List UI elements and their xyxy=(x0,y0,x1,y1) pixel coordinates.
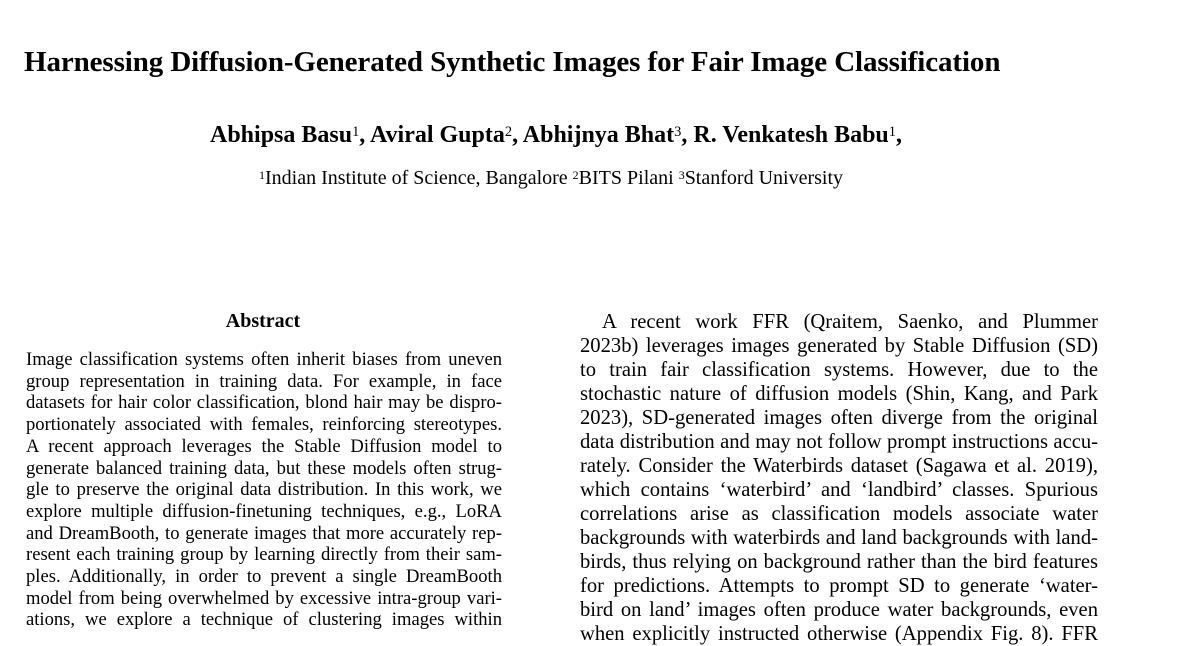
intro-line: correlations arise as classification models associate water xyxy=(580,503,1098,525)
intro-line: bird on land’ images often produce water backgrounds, even xyxy=(580,599,1098,621)
intro-line: to train fair classification systems. However, due to the xyxy=(580,359,1098,381)
abstract-line: datasets for hair color classification, blond hair may be dispro- xyxy=(26,392,502,414)
author: Abhijnya Bhat$^3$, xyxy=(522,122,694,148)
intro-line: data distribution and may not follow prompt instructions accu- xyxy=(580,431,1098,453)
abstract-line: ations, we explore a technique of clustering images within xyxy=(26,609,502,631)
introduction-body xyxy=(580,310,1098,646)
intro-line: 2023b) leverages images generated by Stable Diffusion (SD) xyxy=(580,335,1098,357)
author: R. Venkatesh Babu$^1$, xyxy=(693,122,902,148)
author: Aviral Gupta$^2$, xyxy=(369,122,523,148)
abstract-line: resent each training group by learning directly from their sam- xyxy=(26,544,502,566)
author-list xyxy=(0,122,1112,149)
abstract-line: Image classification systems often inherit biases from uneven xyxy=(26,349,502,370)
intro-line: 2023), SD-generated images often diverge from the original xyxy=(580,407,1098,429)
affiliation: $^1$Indian Institute of Science, Bangalore xyxy=(258,167,573,189)
affiliation: $^3$Stanford University xyxy=(678,167,843,189)
abstract-line: ples. Additionally, in order to prevent a single DreamBooth xyxy=(26,566,502,588)
abstract-heading: Abstract xyxy=(225,310,301,332)
abstract-line: A recent approach leverages the Stable Diffusion model to xyxy=(26,435,502,457)
intro-line: backgrounds with waterbirds and land backgrounds with land- xyxy=(580,527,1098,549)
affiliation-list xyxy=(0,167,1102,190)
paper-title: Harnessing Diffusion-Generated Synthetic Images for Fair Image Classification xyxy=(24,46,1001,78)
abstract-body xyxy=(26,349,502,631)
intro-line: when explicitly instructed otherwise (Appendix Fig. 8). FFR xyxy=(580,623,1098,645)
abstract-line: explore multiple diffusion-finetuning techniques, e.g., LoRA xyxy=(26,500,502,522)
abstract-line: generate balanced training data, but these models often strug- xyxy=(26,457,502,479)
author: Abhipsa Basu$^1$, xyxy=(210,122,370,148)
abstract-line: gle to preserve the original data distribution. In this work, we xyxy=(26,479,502,501)
intro-line: A recent work FFR (Qraitem, Saenko, and Plummer xyxy=(602,311,1098,333)
intro-line: for predictions. Attempts to prompt SD to generate ‘water- xyxy=(580,575,1098,597)
intro-line: rately. Consider the Waterbirds dataset (Sagawa et al. 2019), xyxy=(580,455,1098,477)
abstract-line: and DreamBooth, to generate images that more accurately rep- xyxy=(26,522,502,544)
abstract-line: group representation in training data. For example, in face xyxy=(26,370,502,392)
abstract-line: model from being overwhelmed by excessive intra-group vari- xyxy=(26,587,502,609)
intro-line: stochastic nature of diffusion models (Shin, Kang, and Park xyxy=(580,383,1098,405)
intro-line: which contains ‘waterbird’ and ‘landbird’ classes. Spurious xyxy=(580,479,1098,501)
abstract-line: portionately associated with females, reinforcing stereotypes. xyxy=(26,414,502,436)
affiliation: $^2$BITS Pilani xyxy=(572,167,679,189)
intro-line: birds, thus relying on background rather than the bird features xyxy=(580,551,1098,573)
